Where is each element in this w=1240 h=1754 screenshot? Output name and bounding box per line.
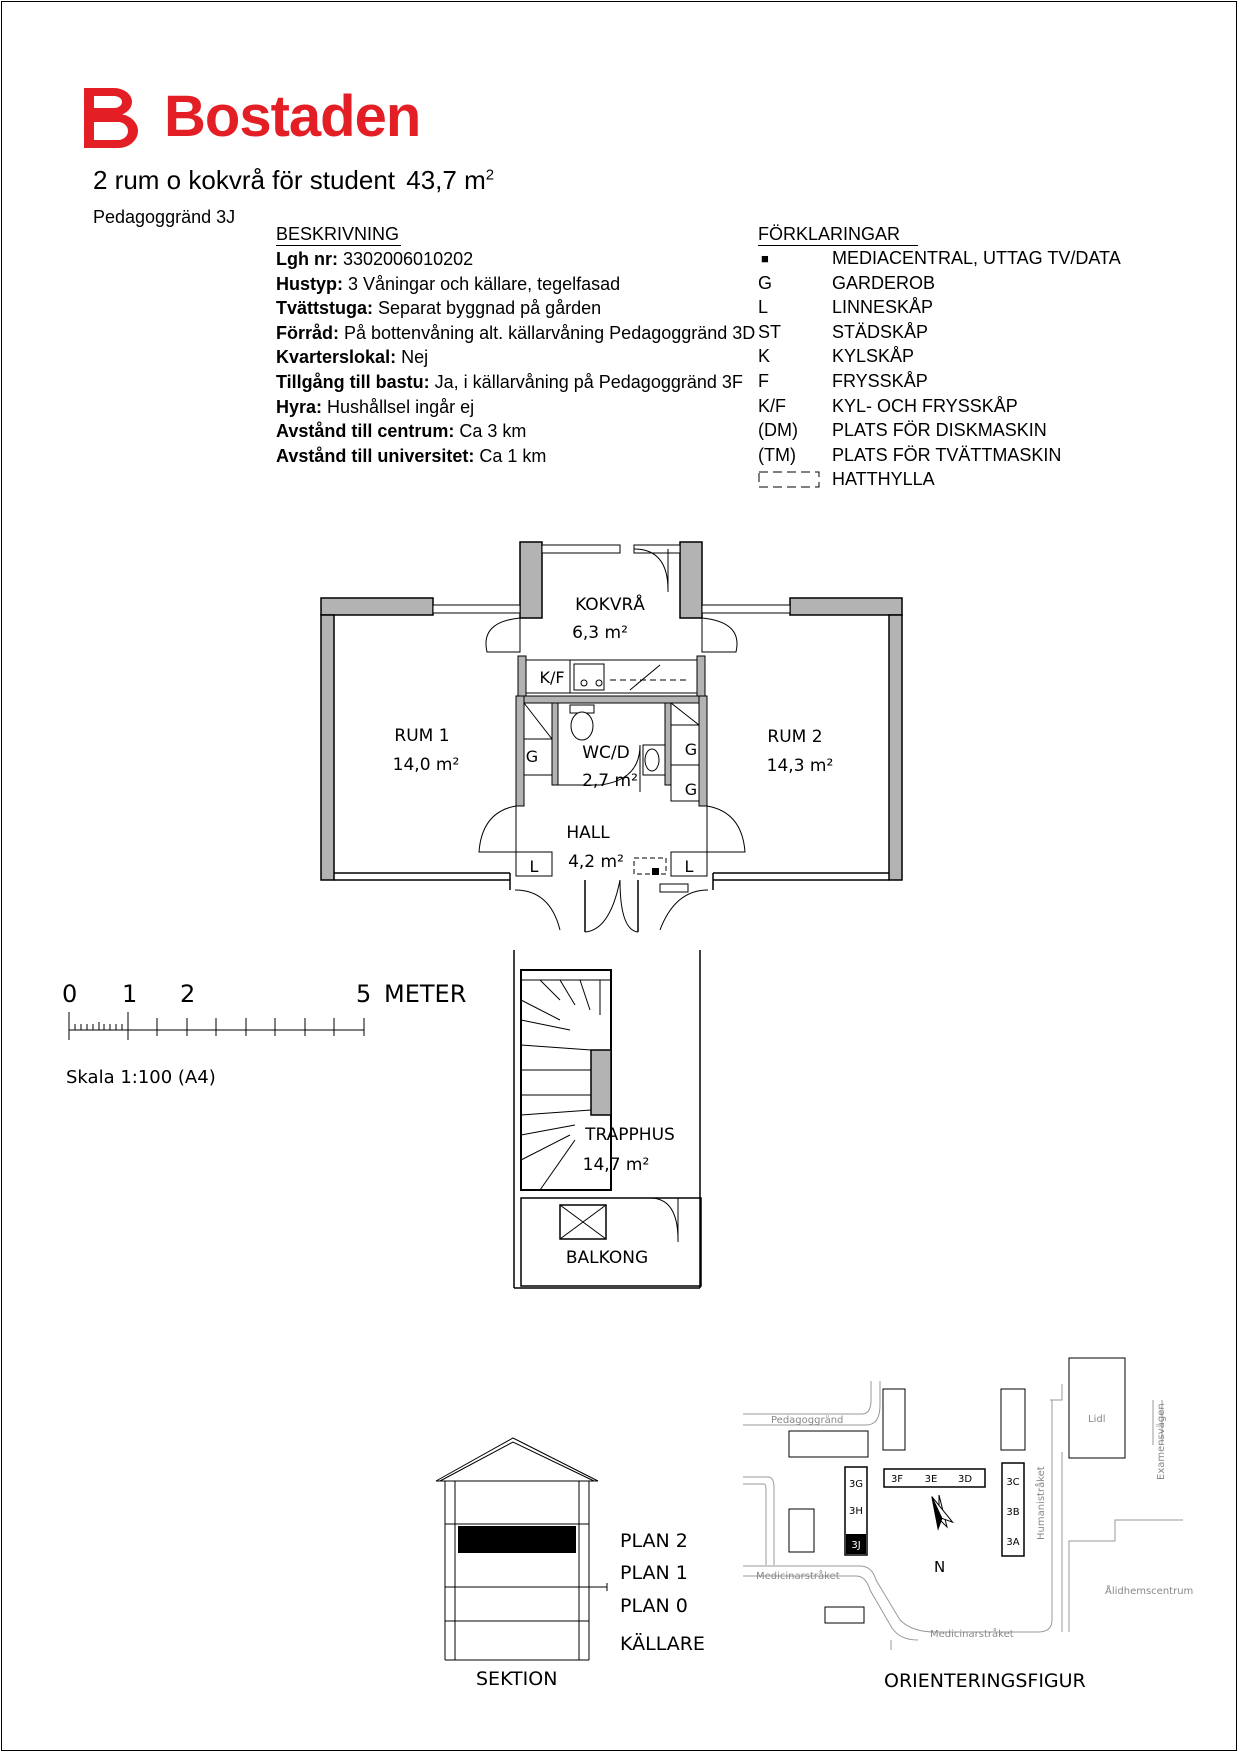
area-unit: m xyxy=(464,165,486,195)
description-item: Tillgång till bastu: Ja, i källarvåning på Pedagoggränd 3F xyxy=(276,371,743,392)
scale-tick-2: 2 xyxy=(180,980,196,1008)
fixture-g-left: G xyxy=(525,747,539,766)
description-item: Förråd: På bottenvåning alt. källarvåning Pedagoggränd 3D xyxy=(276,322,756,343)
legend-list: ■ MEDIACENTRAL, UTTAG TV/DATA G GARDEROB L LINNESKÅP ST STÄDSKÅP K KYLSKÅP F FRYSSKÅP K/F KYL- OCH FRYSSKÅP (DM) PLATS FÖR DISKMASKIN (TM) PLATS FÖR TVÄTTMASKIN HATTHYLLA xyxy=(758,248,1121,490)
street-medicinarstraket-1: Medicinarstråket xyxy=(756,1571,840,1582)
section-level-plan0: PLAN 0 xyxy=(620,1595,688,1617)
description-item: Hustyp: 3 Våningar och källare, tegelfasad xyxy=(276,273,621,294)
scale-tick-1: 1 xyxy=(122,980,138,1008)
apartment-type: 2 rum o kokvrå för student xyxy=(93,165,396,195)
building-3h: 3H xyxy=(849,1506,863,1517)
description-heading: BESKRIVNING xyxy=(276,224,400,244)
building-3a: 3A xyxy=(1006,1537,1020,1548)
scale-note: Skala 1:100 (A4) xyxy=(66,1067,216,1088)
room-label-kokvra: KOKVRÅ xyxy=(575,595,645,615)
room-area-wc: 2,7 m² xyxy=(582,771,638,791)
room-area-kokvra: 6,3 m² xyxy=(572,623,628,643)
room-label-wc: WC/D xyxy=(582,743,630,763)
building-3d: 3D xyxy=(957,1474,973,1485)
room-label-trapphus: TRAPPHUS xyxy=(585,1125,675,1145)
north-arrow-icon xyxy=(925,1493,953,1529)
orientation-caption: ORIENTERINGSFIGUR xyxy=(884,1670,1086,1692)
description-item: Tvättstuga: Separat byggnad på gården xyxy=(276,298,602,319)
place-alidhemscentrum: Ålidhemscentrum xyxy=(1105,1586,1194,1597)
street-humanistraket: Humanistråket xyxy=(1036,1466,1047,1540)
room-label-hall: HALL xyxy=(566,823,610,843)
fixture-g-right-2: G xyxy=(684,780,698,799)
fixture-g-right-1: G xyxy=(684,740,698,759)
section-level-kallare: KÄLLARE xyxy=(620,1633,705,1655)
room-label-rum2: RUM 2 xyxy=(767,727,823,747)
fixture-kf: K/F xyxy=(539,668,565,687)
place-lidl: Lidl xyxy=(1088,1414,1106,1425)
building-3c: 3C xyxy=(1006,1477,1020,1488)
address: Pedagoggränd 3J xyxy=(93,207,236,227)
fixture-l-left: L xyxy=(529,857,539,876)
street-examensvagen: Examensvägen xyxy=(1156,1403,1167,1480)
section-caption: SEKTION xyxy=(476,1668,558,1690)
description-item: Kvarterslokal: Nej xyxy=(276,347,429,368)
building-3g: 3G xyxy=(848,1479,864,1490)
filled-square-icon: ■ xyxy=(761,251,769,266)
scale-tick-5: 5 xyxy=(356,980,372,1008)
street-medicinarstraket-2: Medicinarstråket xyxy=(930,1629,1014,1640)
room-label-rum1: RUM 1 xyxy=(394,726,450,746)
description-item: Avstånd till centrum: Ca 3 km xyxy=(276,421,527,442)
section-level-plan2: PLAN 2 xyxy=(620,1530,688,1552)
building-3f: 3F xyxy=(890,1474,904,1485)
building-3j: 3J xyxy=(851,1540,861,1551)
description-item: Hyra: Hushållsel ingår ej xyxy=(276,396,475,417)
area-exponent: 2 xyxy=(485,166,495,184)
room-area-rum1: 14,0 m² xyxy=(392,755,460,775)
scale-tick-0: 0 xyxy=(62,980,78,1008)
room-label-balkong: BALKONG xyxy=(565,1248,649,1268)
apartment-area: 43,7 xyxy=(406,165,457,195)
street-pedagoggrand: Pedagoggränd xyxy=(771,1415,844,1426)
building-3e: 3E xyxy=(924,1474,938,1485)
building-3b: 3B xyxy=(1006,1507,1020,1518)
scale-unit: METER xyxy=(384,980,467,1008)
legend-heading: FÖRKLARINGAR xyxy=(758,223,918,246)
description-item: Avstånd till universitet: Ca 1 km xyxy=(276,445,547,466)
fixture-l-right: L xyxy=(684,857,694,876)
brand-name: Bostaden xyxy=(164,84,421,149)
description-item: Lgh nr: 3302006010202 xyxy=(276,249,474,269)
room-area-hall: 4,2 m² xyxy=(568,852,624,872)
north-label: N xyxy=(934,1558,946,1576)
section-level-plan1: PLAN 1 xyxy=(620,1562,688,1584)
room-area-trapphus: 14,7 m² xyxy=(582,1155,650,1175)
room-area-rum2: 14,3 m² xyxy=(766,756,834,776)
